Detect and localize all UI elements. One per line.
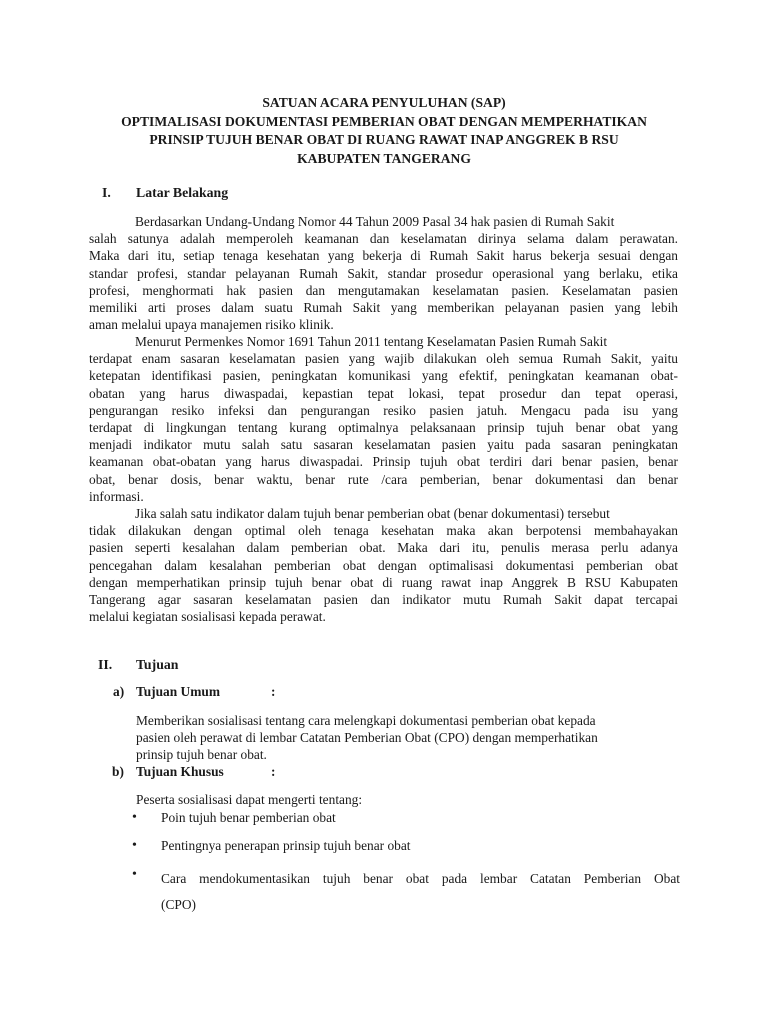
paragraph-latar-belakang-3 <box>89 505 678 625</box>
paragraph-line: Menurut Permenkes Nomor 1691 Tahun 2011 tentang Keselamatan Pasien Rumah Sakit <box>135 334 608 349</box>
paragraph-line: obat, benar dosis, benar waktu, benar rute /cara pemberian, benar dokumentasi dan benar <box>89 471 678 487</box>
paragraph-line: aman melalui upaya manajemen risiko klinik. <box>89 317 334 333</box>
section-1-number: I. <box>102 185 111 200</box>
paragraph-line: standar profesi, standar pelayanan Rumah Sakit, standar prosedur operasional yang berlaku, etika <box>89 265 678 281</box>
paragraph-latar-belakang-2 <box>89 333 678 505</box>
paragraph-line: Peserta sosialisasi dapat mengerti tentang: <box>136 792 363 807</box>
list-item-text <box>161 809 680 826</box>
paragraph-line: pencegahan dalam kesalahan pemberian obat dengan optimalisasi dokumentasi pemberian obat <box>89 557 678 573</box>
paragraph-line: Berdasarkan Undang-Undang Nomor 44 Tahun 2009 Pasal 34 hak pasien di Rumah Sakit <box>135 214 615 229</box>
subsection-colon: : <box>271 684 276 699</box>
subsection-title: Tujuan Umum <box>136 684 220 699</box>
list-item-text <box>161 866 680 918</box>
bullet-icon: • <box>132 867 137 882</box>
list-item <box>132 866 680 912</box>
bullet-icon: • <box>132 838 137 853</box>
paragraph-line: tidak dilakukan dengan optimal oleh tenaga kesehatan maka akan berpotensi membahayakan <box>89 523 678 539</box>
section-2-heading <box>98 656 398 674</box>
paragraph-line: keamanan obat-obatan yang harus diwaspadai. Prinsip tujuh obat terdiri dari benar pasien, benar <box>89 454 678 470</box>
bullet-icon: • <box>132 810 137 825</box>
subsection-title: Tujuan Khusus <box>136 764 224 779</box>
paragraph-line: Tangerang agar sasaran keselamatan pasien dan indikator mutu Rumah Sakit dapat tercapai <box>89 592 678 608</box>
document-title <box>60 94 708 168</box>
section-1-title: Latar Belakang <box>136 185 229 200</box>
subsection-colon: : <box>271 764 276 779</box>
paragraph-line: Maka dari itu, setiap tenaga kesehatan yang bekerja di Rumah Sakit harus bekerja sesuai dengan <box>89 248 678 264</box>
paragraph-line: Memberikan sosialisasi tentang cara melengkapi dokumentasi pemberian obat kepada <box>136 713 596 728</box>
paragraph-line: pasien oleh perawat di lembar Catatan Pemberian Obat (CPO) dengan memperhatikan <box>136 730 598 746</box>
section-1-heading <box>102 184 402 202</box>
list-item <box>132 837 680 857</box>
title-line-1: SATUAN ACARA PENYULUHAN (SAP) <box>262 95 506 110</box>
paragraph-line: pasien seperti kesalahan dalam pemberian obat. Maka dari itu, penulis merasa perlu adanya <box>89 540 678 556</box>
tujuan-khusus-intro <box>136 791 678 808</box>
subsection-label: a) <box>113 684 125 699</box>
title-line-4: KABUPATEN TANGERANG <box>297 150 471 166</box>
list-item-line: Poin tujuh benar pemberian obat <box>161 810 336 825</box>
tujuan-umum-text <box>136 712 678 764</box>
paragraph-line: terdapat enam sasaran keselamatan pasien yang wajib dilakukan oleh semua Rumah Sakit, yaitu <box>89 351 678 367</box>
list-item-line: (CPO) <box>161 897 196 912</box>
title-line-3: PRINSIP TUJUH BENAR OBAT DI RUANG RAWAT INAP ANGGREK B RSU <box>149 132 619 147</box>
section-2-number: II. <box>98 657 113 672</box>
paragraph-line: Jika salah satu indikator dalam tujuh benar pemberian obat (benar dokumentasi) tersebut <box>135 506 610 521</box>
paragraph-line: profesi, menghormati hak pasien dan mengutamakan keselamatan pasien. Keselamatan pasien <box>89 282 678 298</box>
paragraph-line: terdapat di lingkungan tentang kurang optimalnya pelaksanaan prinsip tujuh benar obat yang <box>89 420 678 436</box>
paragraph-line: memiliki arti proses dalam suatu Rumah Sakit yang memberikan pelayanan pasien yang lebih <box>89 300 678 316</box>
title-line-2: OPTIMALISASI DOKUMENTASI PEMBERIAN OBAT DENGAN MEMPERHATIKAN <box>121 113 647 129</box>
subsection-tujuan-khusus <box>112 763 412 781</box>
paragraph-line: ketepatan identifikasi pasien, peningkatan komunikasi yang efektif, peningkatan keamanan obat- <box>89 368 678 384</box>
paragraph-latar-belakang-1 <box>89 213 678 333</box>
paragraph-line: melalui kegiatan sosialisasi kepada perawat. <box>89 609 326 625</box>
paragraph-line: obatan yang harus diwaspadai, kepastian tepat lokasi, tepat prosedur dan tepat operasi, <box>89 385 678 401</box>
list-item <box>132 809 680 829</box>
list-item-line: Pentingnya penerapan prinsip tujuh benar obat <box>161 838 411 853</box>
paragraph-line: menjadi indikator mutu salah satu sasaran keselamatan pasien yaitu pada sasaran peningkatan <box>89 437 678 453</box>
list-item-text <box>161 837 680 854</box>
paragraph-line: prinsip tujuh benar obat. <box>136 747 267 763</box>
paragraph-line: informasi. <box>89 488 144 504</box>
paragraph-line: pengurangan resiko infeksi dan pengurangan resiko pasien jatuh. Mengacu pada isu yang <box>89 402 678 418</box>
list-item-line: Cara mendokumentasikan tujuh benar obat pada lembar Catatan Pemberian Obat <box>161 871 680 886</box>
subsection-tujuan-umum <box>113 683 413 701</box>
paragraph-line: dengan memperhatikan prinsip tujuh benar obat di ruang rawat inap Anggrek B RSU Kabupaten <box>89 574 678 590</box>
subsection-label: b) <box>112 764 124 779</box>
paragraph-line: salah satunya adalah memperoleh keamanan dan keselamatan dirinya selama dalam perawatan. <box>89 231 678 247</box>
section-2-title: Tujuan <box>136 657 179 672</box>
